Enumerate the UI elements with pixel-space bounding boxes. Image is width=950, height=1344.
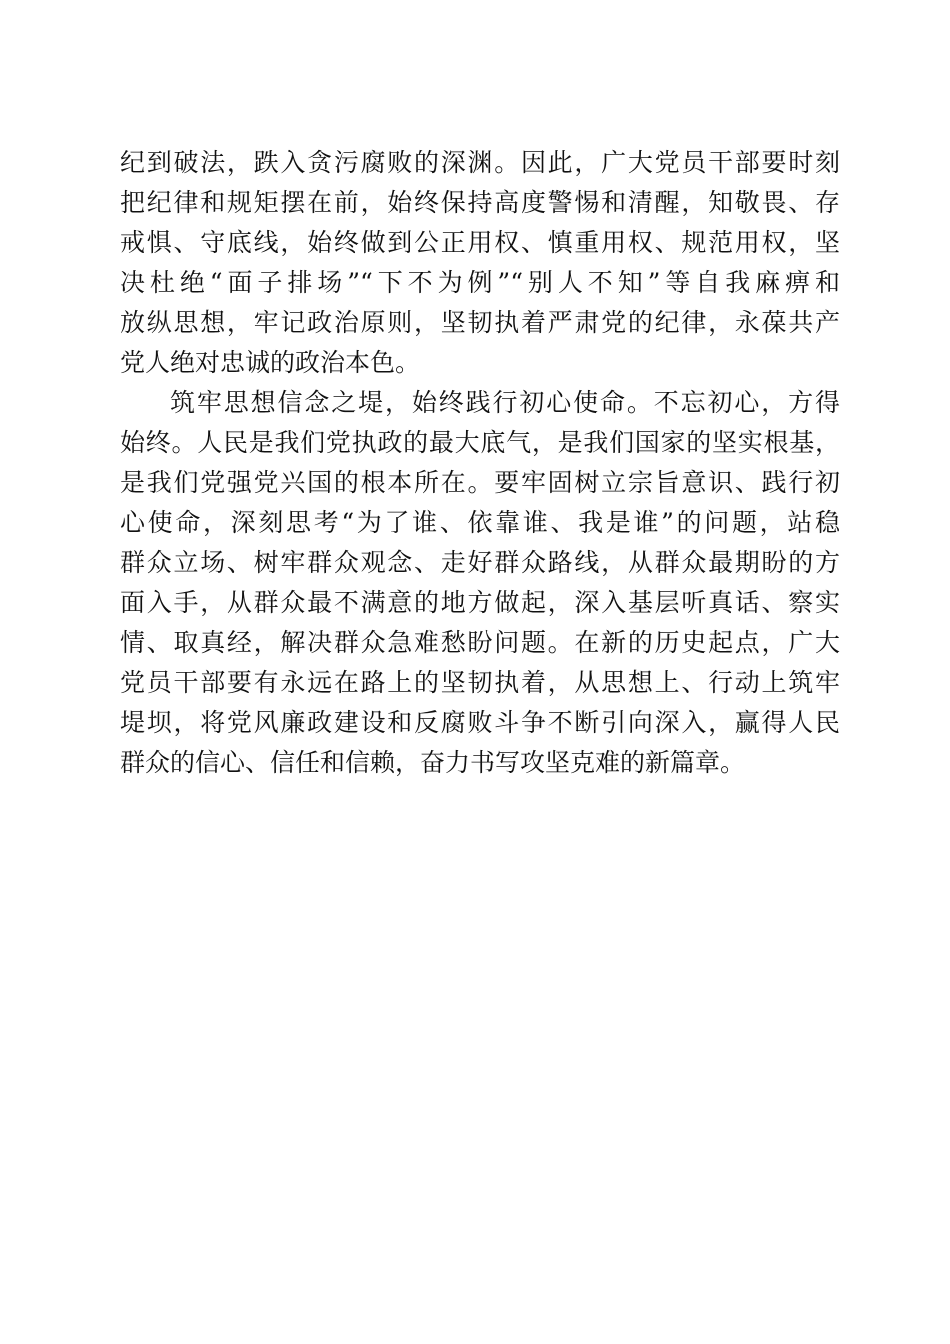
text-line: 党人绝对忠诚的政治本色。 <box>120 348 421 377</box>
text-line: 戒惧、守底线，始终做到公正用权、慎重用权、规范用权，坚 <box>120 228 840 257</box>
text-line: 群众的信心、信任和信赖，奋力书写攻坚克难的新篇章。 <box>120 748 746 777</box>
text-line: 纪到破法，跌入贪污腐败的深渊。因此，广大党员干部要时刻 <box>120 148 840 177</box>
text-line: 群众立场、树牢群众观念、走好群众路线，从群众最期盼的方 <box>120 548 840 577</box>
text-line: 放纵思想，牢记政治原则，坚韧执着严肃党的纪律，永葆共产 <box>120 308 840 337</box>
paragraph-2 <box>120 383 840 783</box>
text-line: 始终。人民是我们党执政的最大底气，是我们国家的坚实根基， <box>120 428 840 457</box>
text-line: 决杜绝“面子排场”“下不为例”“别人不知”等自我麻痹和 <box>120 268 840 297</box>
text-line: 筑牢思想信念之堤，始终践行初心使命。不忘初心，方得 <box>170 388 840 417</box>
text-line: 情、取真经，解决群众急难愁盼问题。在新的历史起点，广大 <box>120 628 840 657</box>
paragraph-1 <box>120 143 840 383</box>
document-body <box>120 143 840 783</box>
text-line: 是我们党强党兴国的根本所在。要牢固树立宗旨意识、践行初 <box>120 468 840 497</box>
text-line: 把纪律和规矩摆在前，始终保持高度警惕和清醒，知敬畏、存 <box>120 188 840 217</box>
text-line: 堤坝，将党风廉政建设和反腐败斗争不断引向深入，赢得人民 <box>120 708 840 737</box>
text-line: 党员干部要有永远在路上的坚韧执着，从思想上、行动上筑牢 <box>120 668 840 697</box>
text-line: 面入手，从群众最不满意的地方做起，深入基层听真话、察实 <box>120 588 840 617</box>
text-line: 心使命，深刻思考“为了谁、依靠谁、我是谁”的问题，站稳 <box>120 508 840 537</box>
